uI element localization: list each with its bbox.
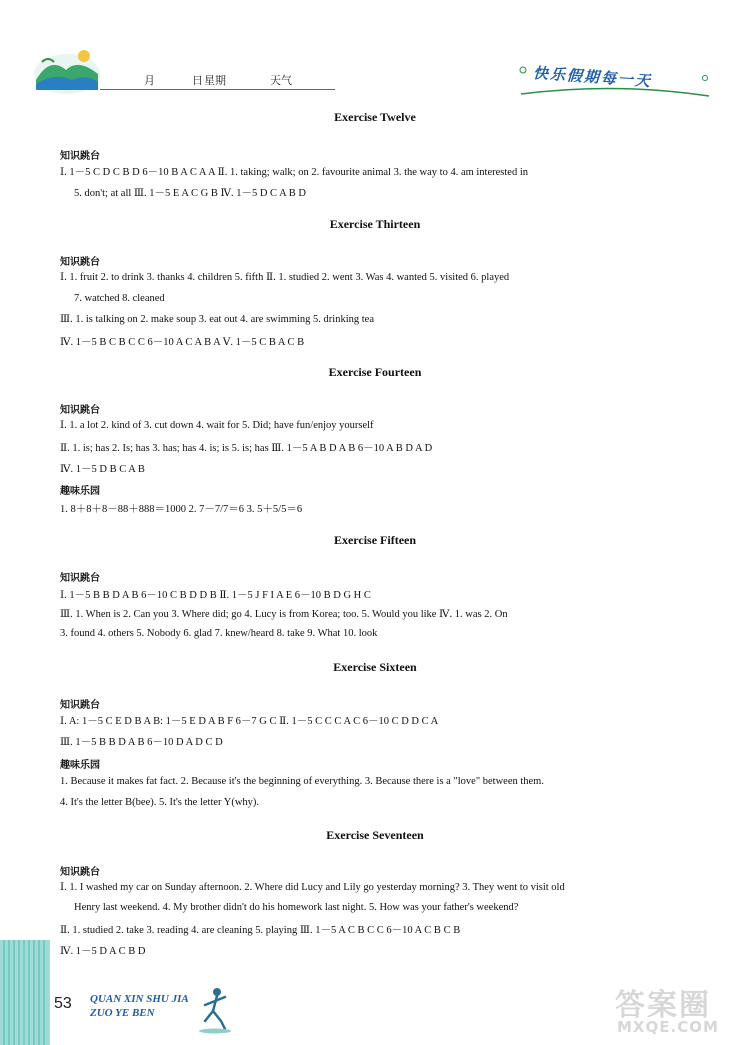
answer-line: Ⅲ. 1. is talking on 2. make soup 3. eat out 4. are swimming 5. drinking tea: [60, 314, 374, 325]
answer-line: Ⅰ. 1. fruit 2. to drink 3. thanks 4. children 5. fifth Ⅱ. 1. studied 2. went 3. Was 4. wanted 5. visited 6. played: [60, 272, 510, 283]
slogan-text: 快乐假期每一天: [532, 63, 653, 91]
answer-line: Ⅱ. 1. studied 2. take 3. reading 4. are cleaning 5. playing Ⅲ. 1－5 A C B C C 6－10 A C B C B: [60, 925, 461, 936]
watermark: [615, 980, 740, 1040]
answer-line: Henry last weekend. 4. My brother didn't do his homework last night. 5. How was your father's weekend?: [74, 902, 519, 913]
section-label: 趣味乐园: [60, 760, 100, 771]
watermark-top-text: 答案圈: [615, 988, 711, 1023]
answer-line: Ⅲ. 1－5 B B D A B 6－10 D A D C D: [60, 737, 223, 748]
answer-line: Ⅰ. 1. I washed my car on Sunday afternoon. 2. Where did Lucy and Lily go yesterday morning? 3. They went to visit old: [60, 882, 565, 893]
page-header: [0, 0, 750, 105]
answer-line: Ⅳ. 1－5 D A C B D: [60, 946, 146, 957]
brand-text: [90, 992, 189, 1020]
answer-line: Ⅰ. 1－5 B B D A B 6－10 C B D D B Ⅱ. 1－5 J F I A E 6－10 B D G H C: [60, 590, 371, 601]
exercise-title: Exercise Thirteen: [329, 217, 421, 231]
section-label: 知识跳台: [60, 573, 100, 584]
month-label: 月: [144, 75, 155, 87]
answer-line: Ⅰ. A: 1－5 C E D B A B: 1－5 E D A B F 6－7 G C Ⅱ. 1－5 C C C A C 6－10 C D D C A: [60, 716, 439, 727]
watermark-bottom-text: MXQE.COM: [617, 1018, 719, 1036]
brand-line-1: QUAN XIN SHU JIA: [90, 993, 189, 1005]
date-weather-line: [100, 74, 335, 92]
answer-line: 1. Because it makes fat fact. 2. Because it's the beginning of everything. 3. Because there is a "love" between them.: [60, 776, 544, 787]
answer-line: Ⅳ. 1－5 D B C A B: [60, 464, 145, 475]
section-label: 趣味乐园: [60, 486, 100, 497]
exercise-title: Exercise Fourteen: [328, 365, 422, 379]
answer-line: Ⅳ. 1－5 B C B C C 6－10 A C A B A Ⅴ. 1－5 C B A C B: [60, 337, 305, 348]
page-number: 53: [54, 995, 72, 1012]
answer-line: Ⅱ. 1. is; has 2. Is; has 3. has; has 4. is; is 5. is; has Ⅲ. 1－5 A B D A B 6－10 A B D A D: [60, 443, 433, 454]
section-label: 知识跳台: [60, 867, 100, 878]
decorative-stripe-icon: [0, 940, 50, 1045]
exercise-title: Exercise Twelve: [334, 110, 416, 124]
section-label: 知识跳台: [60, 700, 100, 711]
runner-figure-icon: [195, 985, 235, 1035]
exercise-title: Exercise Seventeen: [326, 828, 424, 842]
section-label: 知识跳台: [60, 257, 100, 268]
answer-line: 3. found 4. others 5. Nobody 6. glad 7. knew/heard 8. take 9. What 10. look: [60, 628, 378, 639]
answer-line: 1. 8＋8＋8－88＋888＝1000 2. 7－7/7＝6 3. 5＋5/5＝6: [60, 504, 303, 515]
weather-label: 天气: [270, 75, 292, 87]
answer-line: Ⅰ. 1. a lot 2. kind of 3. cut down 4. wait for 5. Did; have fun/enjoy yourself: [60, 420, 374, 431]
exercise-title: Exercise Sixteen: [333, 660, 417, 674]
exercise-title: Exercise Fifteen: [333, 533, 417, 547]
week-label: 星期: [204, 75, 226, 87]
brand-line-2: ZUO YE BEN: [90, 1007, 155, 1019]
slogan-banner: [515, 60, 715, 100]
day-label: 日: [192, 75, 203, 87]
answer-line: 5. don't; at all Ⅲ. 1－5 E A C G B Ⅳ. 1－5 D C A B D: [74, 188, 306, 199]
section-label: 知识跳台: [60, 151, 100, 162]
landscape-logo-icon: [32, 44, 102, 96]
answer-line: 7. watched 8. cleaned: [74, 293, 165, 304]
answer-line: 4. It's the letter B(bee). 5. It's the letter Y(why).: [60, 797, 260, 808]
answer-line: Ⅰ. 1－5 C D C B D 6－10 B A C A A Ⅱ. 1. taking; walk; on 2. favourite animal 3. the way to 4. am interested in: [60, 167, 528, 178]
section-label: 知识跳台: [60, 405, 100, 416]
answer-line: Ⅲ. 1. When is 2. Can you 3. Where did; go 4. Lucy is from Korea; too. 5. Would you like Ⅳ. 1. was 2. On: [60, 609, 508, 620]
